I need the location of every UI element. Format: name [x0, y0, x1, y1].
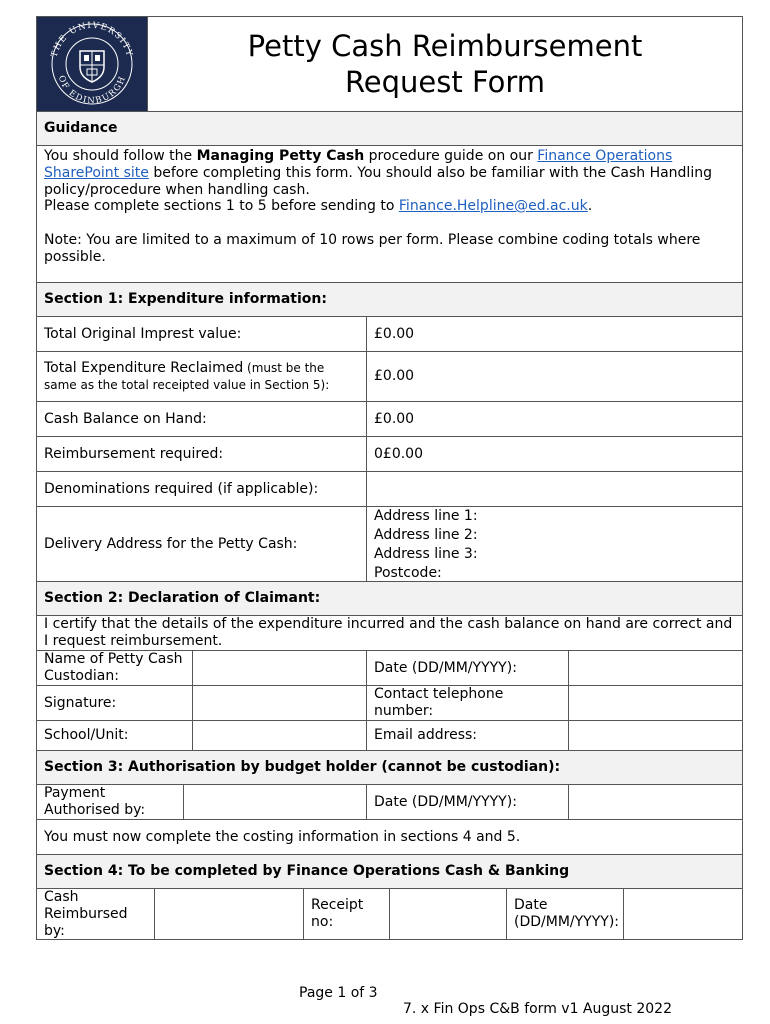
school-row: [37, 720, 742, 750]
signature-label: Signature:: [44, 694, 117, 711]
denominations-field[interactable]: [366, 472, 742, 506]
delivery-address-field[interactable]: [366, 507, 742, 581]
page-number: Page 1 of 3: [299, 985, 378, 1001]
reimbursement-label: Reimbursement required:: [44, 445, 224, 462]
cash-balance-row: [37, 401, 742, 436]
address-line-3: Address line 3:: [374, 546, 478, 562]
authorisation-date-field[interactable]: [568, 785, 742, 819]
delivery-address-row: [37, 506, 742, 581]
signature-field[interactable]: [192, 686, 366, 720]
total-expenditure-row: [37, 351, 742, 401]
school-label: School/Unit:: [44, 727, 129, 743]
guidance-paragraph-3: Note: You are limited to a maximum of 10 rows per form. Please combine coding totals where possible.: [44, 232, 701, 265]
guidance-paragraph-1: You should follow the Managing Petty Cash procedure guide on our Finance Operations SharePoint site before completing this form. You should also be familiar with the Cash Handling policy/procedure when handling cash.: [44, 148, 712, 198]
email-label: Email address:: [366, 721, 568, 750]
total-expenditure-label-cell: [37, 352, 366, 401]
authorisation-row: [37, 784, 742, 819]
authorised-by-field[interactable]: [183, 785, 366, 819]
denominations-row: [37, 471, 742, 506]
postcode: Postcode:: [374, 565, 442, 581]
university-crest-icon: [42, 21, 142, 107]
costing-note: You must now complete the costing information in sections 4 and 5.: [44, 828, 521, 845]
telephone-label: Contact telephone number:: [366, 686, 568, 720]
svg-text:THE UNIVERSITY: THE UNIVERSITY: [49, 21, 135, 59]
reimbursement-row: [37, 436, 742, 471]
form-reference: 7. x Fin Ops C&B form v1 August 2022: [403, 1001, 672, 1017]
telephone-field[interactable]: [568, 686, 742, 720]
university-logo: [37, 17, 147, 111]
section2-heading-row: [37, 581, 742, 615]
petty-cash-form: [36, 16, 743, 940]
total-expenditure-note: (must be the same as the total receipted value in Section 5):: [44, 360, 330, 392]
custodian-name-label: Name of Petty Cash Custodian:: [44, 651, 183, 684]
guidance-heading-row: [37, 111, 742, 145]
school-field[interactable]: [192, 721, 366, 750]
form-header: [37, 17, 742, 111]
section1-heading: Section 1: Expenditure information:: [44, 291, 327, 307]
cash-reimbursed-label: Cash Reimbursed by:: [44, 888, 128, 939]
page-title: [147, 17, 742, 111]
section3-heading-row: [37, 750, 742, 784]
delivery-address-label: Delivery Address for the Petty Cash:: [44, 535, 298, 552]
section2-heading: Section 2: Declaration of Claimant:: [44, 590, 321, 606]
guidance-body: [37, 145, 742, 282]
total-imprest-value[interactable]: £0.00: [366, 317, 742, 351]
custodian-row: [37, 650, 742, 685]
address-line-2: Address line 2:: [374, 527, 478, 543]
receipt-no-label: Receipt no:: [303, 889, 389, 939]
custodian-date-field[interactable]: [568, 651, 742, 685]
finance-date-field[interactable]: [623, 889, 742, 939]
certify-text: I certify that the details of the expenditure incurred and the cash balance on hand are correct and I request reimbursement.: [44, 616, 733, 649]
total-expenditure-label: Total Expenditure Reclaimed: [44, 359, 244, 376]
custodian-date-label: Date (DD/MM/YYYY):: [366, 651, 568, 685]
email-field[interactable]: [568, 721, 742, 750]
cash-balance-value[interactable]: £0.00: [366, 402, 742, 436]
total-expenditure-value[interactable]: £0.00: [366, 352, 742, 401]
section1-heading-row: [37, 282, 742, 316]
cash-reimbursed-field[interactable]: [154, 889, 303, 939]
finance-date-label: Date (DD/MM/YYYY):: [506, 889, 623, 939]
total-imprest-label: Total Original Imprest value:: [44, 325, 242, 342]
authorised-by-label: Payment Authorised by:: [44, 785, 146, 818]
receipt-no-field[interactable]: [389, 889, 506, 939]
total-imprest-row: [37, 316, 742, 351]
reimbursement-value[interactable]: 0£0.00: [366, 437, 742, 471]
svg-text:OF EDINBURGH: OF EDINBURGH: [55, 74, 129, 107]
section3-heading: Section 3: Authorisation by budget holder (cannot be custodian):: [44, 759, 561, 775]
custodian-name-field[interactable]: [192, 651, 366, 685]
denominations-label: Denominations required (if applicable):: [44, 480, 319, 497]
costing-note-row: [37, 819, 742, 854]
title-line-1: Petty Cash Reimbursement: [247, 29, 643, 63]
title-line-2: Request Form: [344, 65, 546, 99]
guidance-paragraph-2: Please complete sections 1 to 5 before sending to Finance.Helpline@ed.ac.uk.: [44, 198, 593, 214]
finance-ops-row: [37, 888, 742, 939]
authorisation-date-label: Date (DD/MM/YYYY):: [366, 785, 568, 819]
guidance-heading: Guidance: [44, 120, 118, 136]
finance-sharepoint-link[interactable]: Finance Operations SharePoint site: [44, 148, 673, 181]
certify-row: [37, 615, 742, 650]
signature-row: [37, 685, 742, 720]
section4-heading-row: [37, 854, 742, 888]
section4-heading: Section 4: To be completed by Finance Operations Cash & Banking: [44, 863, 570, 879]
finance-helpline-email-link[interactable]: Finance.Helpline@ed.ac.uk: [398, 198, 588, 214]
cash-balance-label: Cash Balance on Hand:: [44, 410, 207, 427]
address-line-1: Address line 1:: [374, 508, 478, 524]
